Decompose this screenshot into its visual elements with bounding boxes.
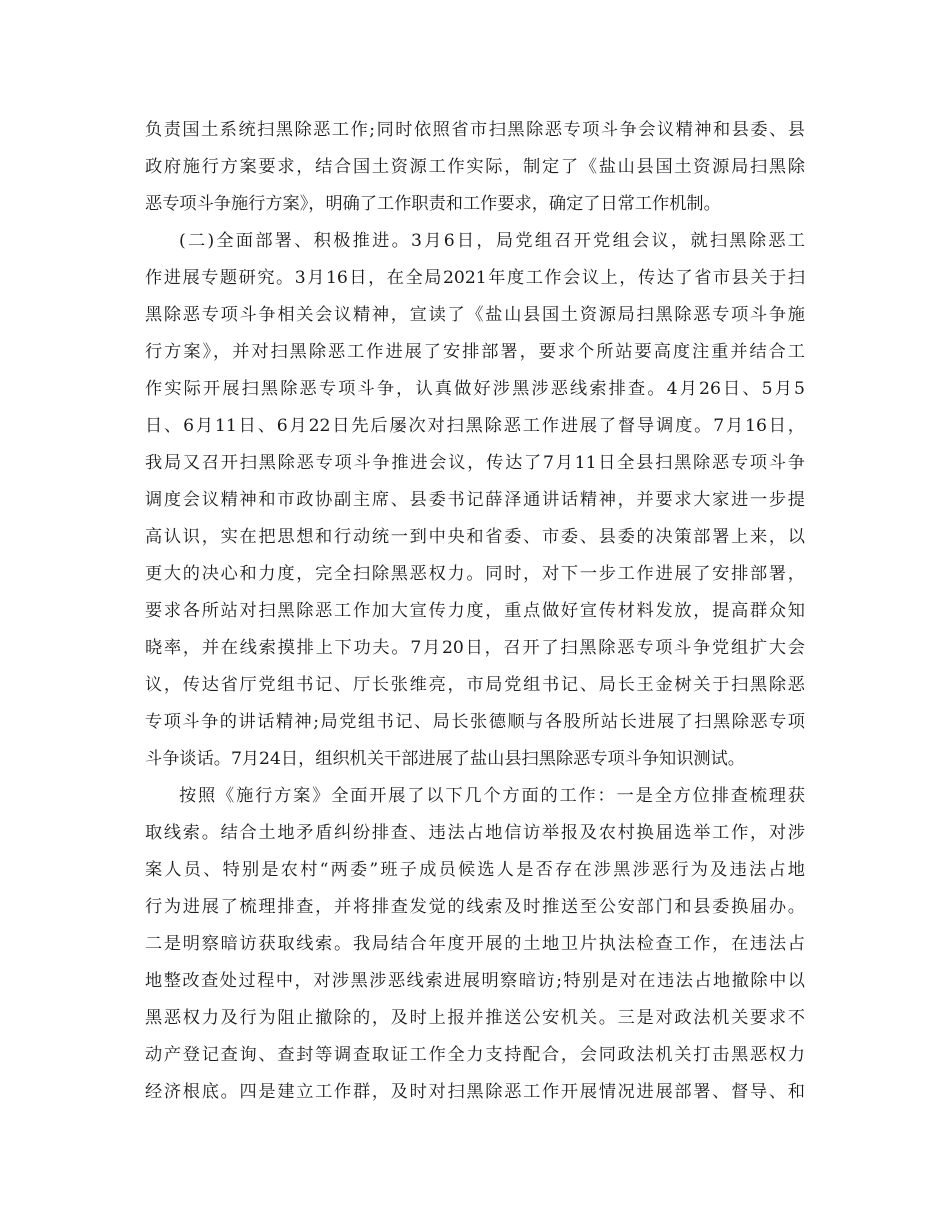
text-line: 行方案》，并对扫黑除恶工作进展了安排部署，要求个所站要高度注重并结合工 <box>145 342 805 362</box>
text-line: 案人员、特别是农村“两委”班子成员候选人是否存在涉黑涉恶行为及违法占地 <box>145 860 805 880</box>
text-line: 高认识，实在把思想和行动统一到中央和省委、市委、县委的决策部署上来，以 <box>145 527 805 547</box>
text-line: 地整改查处过程中，对涉黑涉恶线索进展明察暗访;特别是对在违法占地撤除中以 <box>145 971 805 991</box>
text-line: 调度会议精神和市政协副主席、县委书记薛泽通讲话精神，并要求大家进一步提 <box>145 490 805 510</box>
text-line: 政府施行方案要求，结合国土资源工作实际，制定了《盐山县国土资源局扫黑除 <box>145 157 805 177</box>
text-line: 我局又召开扫黑除恶专项斗争推进会议，传达了7月11日全县扫黑除恶专项斗争 <box>145 453 805 473</box>
text-line: 负责国土系统扫黑除恶工作;同时依照省市扫黑除恶专项斗争会议精神和县委、县 <box>145 120 805 140</box>
text-line: 取线索。结合土地矛盾纠纷排查、违法占地信访举报及农村换届选举工作，对涉 <box>145 823 805 843</box>
text-line: 恶专项斗争施行方案》，明确了工作职责和工作要求，确定了日常工作机制。 <box>145 194 721 214</box>
paragraph <box>145 112 805 223</box>
text-line: (二)全面部署、积极推进。3月6日，局党组召开党组会议，就扫黑除恶工 <box>179 231 805 251</box>
text-line: 斗争谈话。7月24日，组织机关干部进展了盐山县扫黑除恶专项斗争知识测试。 <box>145 749 745 769</box>
paragraph <box>145 223 805 778</box>
document-body <box>145 112 805 1111</box>
text-line: 二是明察暗访获取线索。我局结合年度开展的土地卫片执法检查工作，在违法占 <box>145 934 805 954</box>
text-line: 作实际开展扫黑除恶专项斗争，认真做好涉黑涉恶线索排查。4月26日、5月5 <box>145 379 805 399</box>
text-line: 议，传达省厅党组书记、厅长张维亮，市局党组书记、局长王金树关于扫黑除恶 <box>145 675 805 695</box>
text-line: 经济根底。四是建立工作群，及时对扫黑除恶工作开展情况进展部署、督导、和 <box>145 1082 805 1102</box>
text-line: 黑除恶专项斗争相关会议精神，宣读了《盐山县国土资源局扫黑除恶专项斗争施 <box>145 305 805 325</box>
text-line: 要求各所站对扫黑除恶工作加大宣传力度，重点做好宣传材料发放，提高群众知 <box>145 601 805 621</box>
text-line: 动产登记查询、查封等调查取证工作全力支持配合，会同政法机关打击黑恶权力 <box>145 1045 805 1065</box>
text-line: 专项斗争的讲话精神;局党组书记、局长张德顺与各股所站长进展了扫黑除恶专项 <box>145 712 805 732</box>
text-line: 行为进展了梳理排查，并将排查发觉的线索及时推送至公安部门和县委换届办。 <box>145 897 805 917</box>
text-line: 晓率，并在线索摸排上下功夫。7月20日，召开了扫黑除恶专项斗争党组扩大会 <box>145 638 805 658</box>
text-line: 按照《施行方案》全面开展了以下几个方面的工作：一是全方位排查梳理获 <box>179 786 805 806</box>
paragraph <box>145 778 805 1111</box>
text-line: 作进展专题研究。3月16日，在全局2021年度工作会议上，传达了省市县关于扫 <box>145 268 805 288</box>
text-line: 日、6月11日、6月22日先后屡次对扫黑除恶工作进展了督导调度。7月16日， <box>145 416 805 436</box>
text-line: 更大的决心和力度，完全扫除黑恶权力。同时，对下一步工作进展了安排部署， <box>145 564 805 584</box>
text-line: 黑恶权力及行为阻止撤除的，及时上报并推送公安机关。三是对政法机关要求不 <box>145 1008 805 1028</box>
